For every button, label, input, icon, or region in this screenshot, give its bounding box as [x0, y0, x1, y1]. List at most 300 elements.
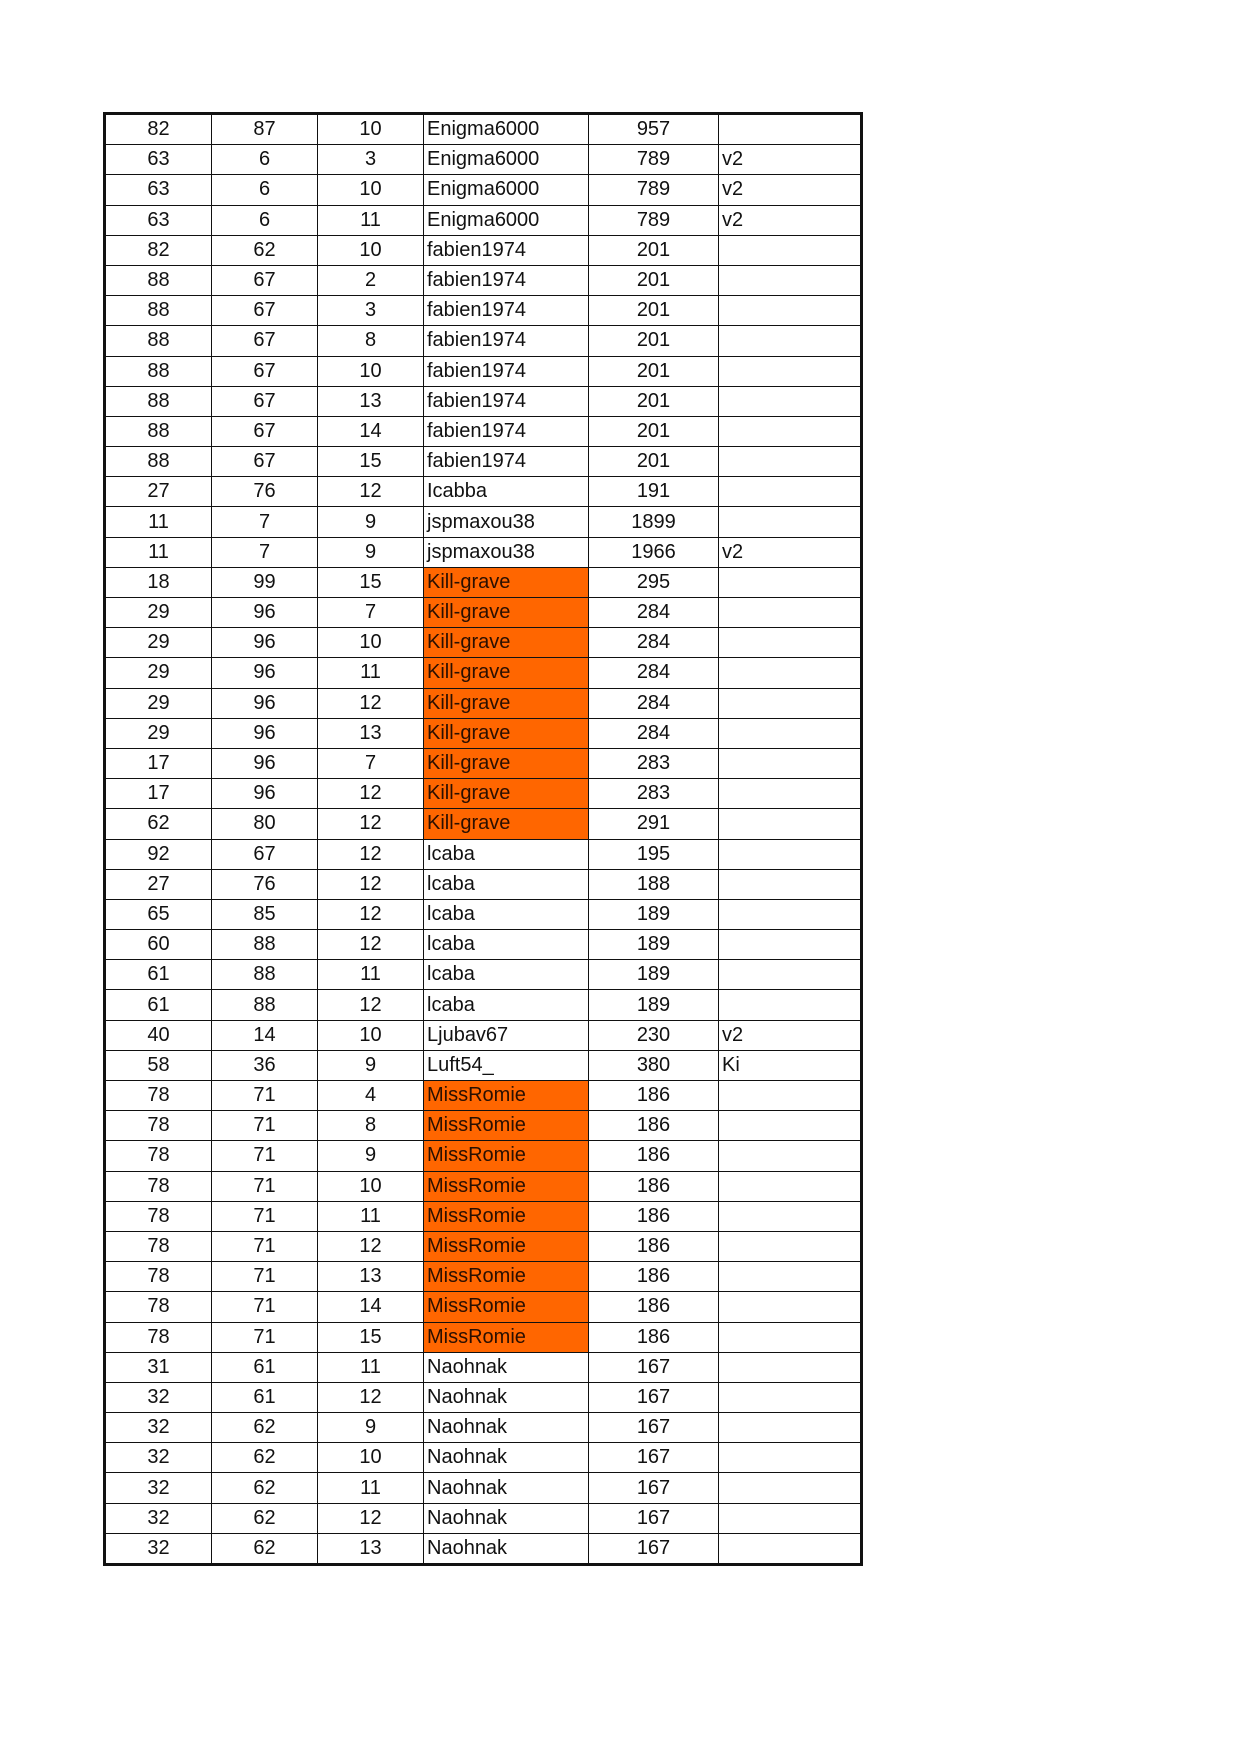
cell-player-name: MissRomie	[424, 1322, 589, 1352]
cell-col-b: 61	[212, 1382, 318, 1412]
cell-col-a: 78	[105, 1292, 212, 1322]
cell-score: 201	[589, 356, 719, 386]
cell-score: 191	[589, 477, 719, 507]
cell-col-a: 29	[105, 598, 212, 628]
table-row	[105, 145, 862, 175]
cell-player-name: Kill-grave	[424, 779, 589, 809]
cell-note: v2	[719, 1020, 862, 1050]
cell-col-a: 32	[105, 1473, 212, 1503]
cell-col-a: 88	[105, 265, 212, 295]
cell-col-b: 6	[212, 175, 318, 205]
cell-col-c: 10	[318, 175, 424, 205]
cell-score: 186	[589, 1171, 719, 1201]
cell-note	[719, 1473, 862, 1503]
table-row	[105, 899, 862, 929]
cell-col-c: 12	[318, 1503, 424, 1533]
cell-score: 201	[589, 296, 719, 326]
cell-col-c: 15	[318, 447, 424, 477]
cell-note	[719, 1413, 862, 1443]
cell-col-b: 88	[212, 990, 318, 1020]
cell-col-b: 71	[212, 1141, 318, 1171]
cell-col-c: 7	[318, 748, 424, 778]
cell-col-c: 3	[318, 296, 424, 326]
cell-col-b: 62	[212, 1503, 318, 1533]
cell-col-b: 96	[212, 598, 318, 628]
cell-note	[719, 688, 862, 718]
cell-player-name: fabien1974	[424, 447, 589, 477]
cell-col-c: 12	[318, 899, 424, 929]
table-row	[105, 265, 862, 295]
cell-col-c: 7	[318, 598, 424, 628]
cell-score: 167	[589, 1413, 719, 1443]
cell-note	[719, 1111, 862, 1141]
cell-player-name: Kill-grave	[424, 567, 589, 597]
cell-player-name: Ljubav67	[424, 1020, 589, 1050]
cell-col-b: 71	[212, 1292, 318, 1322]
table-row	[105, 1262, 862, 1292]
cell-col-b: 14	[212, 1020, 318, 1050]
table-row	[105, 1413, 862, 1443]
cell-col-c: 2	[318, 265, 424, 295]
cell-score: 201	[589, 265, 719, 295]
cell-col-a: 88	[105, 416, 212, 446]
cell-col-b: 96	[212, 658, 318, 688]
cell-col-b: 71	[212, 1322, 318, 1352]
cell-col-a: 78	[105, 1201, 212, 1231]
cell-player-name: jspmaxou38	[424, 507, 589, 537]
cell-col-a: 61	[105, 990, 212, 1020]
cell-note	[719, 1231, 862, 1261]
cell-note	[719, 1081, 862, 1111]
cell-col-a: 11	[105, 537, 212, 567]
cell-col-c: 15	[318, 1322, 424, 1352]
cell-note: v2	[719, 145, 862, 175]
table-row	[105, 1171, 862, 1201]
cell-player-name: Naohnak	[424, 1473, 589, 1503]
cell-score: 201	[589, 386, 719, 416]
table-row	[105, 175, 862, 205]
cell-col-c: 11	[318, 960, 424, 990]
cell-note	[719, 507, 862, 537]
cell-score: 284	[589, 688, 719, 718]
cell-col-b: 6	[212, 205, 318, 235]
cell-col-a: 58	[105, 1050, 212, 1080]
cell-col-a: 63	[105, 145, 212, 175]
cell-col-b: 36	[212, 1050, 318, 1080]
cell-note	[719, 296, 862, 326]
cell-col-b: 67	[212, 326, 318, 356]
cell-score: 189	[589, 930, 719, 960]
cell-note	[719, 1322, 862, 1352]
cell-score: 167	[589, 1443, 719, 1473]
cell-col-a: 78	[105, 1231, 212, 1261]
cell-player-name: Naohnak	[424, 1352, 589, 1382]
cell-score: 201	[589, 326, 719, 356]
cell-player-name: Naohnak	[424, 1382, 589, 1412]
cell-note	[719, 748, 862, 778]
cell-score: 186	[589, 1201, 719, 1231]
cell-col-a: 60	[105, 930, 212, 960]
cell-score: 167	[589, 1473, 719, 1503]
cell-col-c: 10	[318, 628, 424, 658]
cell-score: 186	[589, 1141, 719, 1171]
cell-col-c: 13	[318, 1262, 424, 1292]
cell-col-c: 9	[318, 1141, 424, 1171]
cell-note	[719, 960, 862, 990]
table-row	[105, 296, 862, 326]
cell-note	[719, 235, 862, 265]
table-row	[105, 356, 862, 386]
table-row	[105, 205, 862, 235]
cell-col-b: 6	[212, 145, 318, 175]
cell-col-a: 29	[105, 628, 212, 658]
cell-note	[719, 1141, 862, 1171]
cell-score: 186	[589, 1231, 719, 1261]
cell-score: 283	[589, 748, 719, 778]
cell-player-name: fabien1974	[424, 235, 589, 265]
cell-note	[719, 477, 862, 507]
table-row	[105, 809, 862, 839]
cell-score: 195	[589, 839, 719, 869]
cell-player-name: fabien1974	[424, 386, 589, 416]
cell-col-c: 14	[318, 416, 424, 446]
cell-note	[719, 1292, 862, 1322]
cell-note	[719, 1201, 862, 1231]
cell-player-name: lcaba	[424, 930, 589, 960]
cell-score: 284	[589, 598, 719, 628]
cell-player-name: Kill-grave	[424, 748, 589, 778]
table-row	[105, 869, 862, 899]
cell-col-a: 17	[105, 748, 212, 778]
cell-col-c: 10	[318, 1020, 424, 1050]
cell-player-name: Enigma6000	[424, 175, 589, 205]
cell-col-a: 32	[105, 1382, 212, 1412]
cell-score: 789	[589, 145, 719, 175]
cell-col-a: 65	[105, 899, 212, 929]
cell-col-b: 62	[212, 1443, 318, 1473]
cell-col-a: 78	[105, 1111, 212, 1141]
cell-col-c: 12	[318, 930, 424, 960]
cell-col-b: 96	[212, 779, 318, 809]
table-row	[105, 326, 862, 356]
cell-note	[719, 1443, 862, 1473]
cell-player-name: Kill-grave	[424, 718, 589, 748]
cell-col-c: 13	[318, 1533, 424, 1564]
cell-note	[719, 1382, 862, 1412]
cell-col-b: 71	[212, 1081, 318, 1111]
table-row	[105, 1201, 862, 1231]
cell-col-b: 80	[212, 809, 318, 839]
cell-player-name: Kill-grave	[424, 628, 589, 658]
cell-col-a: 78	[105, 1171, 212, 1201]
cell-note	[719, 265, 862, 295]
cell-col-a: 29	[105, 688, 212, 718]
table-row	[105, 567, 862, 597]
table-row	[105, 1111, 862, 1141]
cell-player-name: fabien1974	[424, 265, 589, 295]
cell-col-b: 61	[212, 1352, 318, 1382]
cell-col-c: 12	[318, 990, 424, 1020]
cell-col-a: 88	[105, 386, 212, 416]
table-row	[105, 748, 862, 778]
cell-col-c: 11	[318, 658, 424, 688]
cell-col-b: 67	[212, 386, 318, 416]
cell-col-a: 92	[105, 839, 212, 869]
table-row	[105, 416, 862, 446]
cell-player-name: MissRomie	[424, 1171, 589, 1201]
table-row	[105, 658, 862, 688]
cell-col-a: 32	[105, 1443, 212, 1473]
cell-col-a: 11	[105, 507, 212, 537]
cell-player-name: MissRomie	[424, 1231, 589, 1261]
table-row	[105, 1141, 862, 1171]
cell-score: 957	[589, 114, 719, 145]
cell-note	[719, 598, 862, 628]
cell-player-name: Naohnak	[424, 1413, 589, 1443]
cell-score: 295	[589, 567, 719, 597]
cell-col-c: 12	[318, 1231, 424, 1261]
cell-note	[719, 114, 862, 145]
cell-note	[719, 356, 862, 386]
table-row	[105, 1473, 862, 1503]
cell-note: v2	[719, 537, 862, 567]
cell-col-c: 13	[318, 386, 424, 416]
cell-col-c: 12	[318, 869, 424, 899]
table-body	[105, 114, 862, 1565]
cell-col-a: 32	[105, 1413, 212, 1443]
cell-score: 789	[589, 205, 719, 235]
cell-col-b: 85	[212, 899, 318, 929]
cell-player-name: Kill-grave	[424, 658, 589, 688]
cell-col-c: 10	[318, 356, 424, 386]
cell-player-name: Naohnak	[424, 1503, 589, 1533]
cell-col-b: 67	[212, 296, 318, 326]
cell-col-a: 17	[105, 779, 212, 809]
cell-col-c: 12	[318, 779, 424, 809]
cell-col-c: 12	[318, 688, 424, 718]
cell-player-name: Naohnak	[424, 1443, 589, 1473]
cell-score: 284	[589, 628, 719, 658]
cell-player-name: MissRomie	[424, 1081, 589, 1111]
cell-note	[719, 447, 862, 477]
cell-score: 380	[589, 1050, 719, 1080]
cell-col-c: 8	[318, 326, 424, 356]
cell-score: 167	[589, 1533, 719, 1564]
cell-score: 283	[589, 779, 719, 809]
cell-col-b: 96	[212, 628, 318, 658]
table-row	[105, 1382, 862, 1412]
cell-player-name: lcaba	[424, 960, 589, 990]
cell-col-b: 62	[212, 235, 318, 265]
cell-player-name: MissRomie	[424, 1262, 589, 1292]
cell-score: 186	[589, 1081, 719, 1111]
cell-col-c: 10	[318, 1443, 424, 1473]
cell-note	[719, 1503, 862, 1533]
cell-col-c: 10	[318, 235, 424, 265]
cell-col-a: 40	[105, 1020, 212, 1050]
cell-score: 201	[589, 235, 719, 265]
cell-col-c: 11	[318, 205, 424, 235]
cell-note	[719, 839, 862, 869]
cell-col-b: 88	[212, 930, 318, 960]
cell-score: 230	[589, 1020, 719, 1050]
cell-col-a: 88	[105, 326, 212, 356]
cell-player-name: lcaba	[424, 990, 589, 1020]
cell-col-b: 67	[212, 447, 318, 477]
cell-note	[719, 899, 862, 929]
cell-score: 201	[589, 416, 719, 446]
table-row	[105, 960, 862, 990]
cell-col-c: 9	[318, 537, 424, 567]
cell-score: 186	[589, 1111, 719, 1141]
cell-col-c: 13	[318, 718, 424, 748]
cell-note: Ki	[719, 1050, 862, 1080]
cell-col-a: 18	[105, 567, 212, 597]
cell-player-name: MissRomie	[424, 1201, 589, 1231]
cell-col-b: 96	[212, 748, 318, 778]
cell-col-a: 63	[105, 205, 212, 235]
cell-player-name: Enigma6000	[424, 114, 589, 145]
cell-player-name: MissRomie	[424, 1111, 589, 1141]
cell-col-b: 76	[212, 477, 318, 507]
cell-player-name: Kill-grave	[424, 809, 589, 839]
cell-note	[719, 567, 862, 597]
table-row	[105, 1292, 862, 1322]
cell-score: 188	[589, 869, 719, 899]
cell-note	[719, 416, 862, 446]
table-row	[105, 1231, 862, 1261]
cell-score: 186	[589, 1262, 719, 1292]
table-row	[105, 1503, 862, 1533]
table-row	[105, 1081, 862, 1111]
table-row	[105, 1322, 862, 1352]
cell-note	[719, 628, 862, 658]
cell-col-b: 71	[212, 1111, 318, 1141]
cell-note	[719, 930, 862, 960]
cell-col-c: 10	[318, 1171, 424, 1201]
cell-player-name: Naohnak	[424, 1533, 589, 1564]
cell-player-name: lcaba	[424, 869, 589, 899]
cell-col-a: 88	[105, 447, 212, 477]
cell-score: 789	[589, 175, 719, 205]
cell-col-c: 4	[318, 1081, 424, 1111]
cell-player-name: fabien1974	[424, 296, 589, 326]
cell-note	[719, 990, 862, 1020]
cell-player-name: fabien1974	[424, 356, 589, 386]
cell-col-c: 9	[318, 507, 424, 537]
cell-note	[719, 1262, 862, 1292]
cell-player-name: Enigma6000	[424, 145, 589, 175]
table-row	[105, 386, 862, 416]
cell-note	[719, 658, 862, 688]
cell-col-c: 15	[318, 567, 424, 597]
cell-player-name: Enigma6000	[424, 205, 589, 235]
table-row	[105, 839, 862, 869]
cell-col-a: 31	[105, 1352, 212, 1382]
cell-col-a: 78	[105, 1322, 212, 1352]
table-row	[105, 507, 862, 537]
cell-col-a: 78	[105, 1141, 212, 1171]
cell-col-a: 29	[105, 718, 212, 748]
cell-col-c: 3	[318, 145, 424, 175]
cell-col-a: 78	[105, 1262, 212, 1292]
cell-col-c: 8	[318, 1111, 424, 1141]
table-row	[105, 114, 862, 145]
cell-note	[719, 869, 862, 899]
table-row	[105, 628, 862, 658]
cell-col-c: 11	[318, 1201, 424, 1231]
cell-score: 189	[589, 990, 719, 1020]
cell-col-a: 62	[105, 809, 212, 839]
cell-player-name: fabien1974	[424, 326, 589, 356]
cell-score: 167	[589, 1352, 719, 1382]
cell-score: 201	[589, 447, 719, 477]
cell-score: 291	[589, 809, 719, 839]
cell-col-b: 76	[212, 869, 318, 899]
cell-note	[719, 1171, 862, 1201]
cell-col-a: 88	[105, 356, 212, 386]
cell-col-c: 14	[318, 1292, 424, 1322]
cell-col-a: 32	[105, 1533, 212, 1564]
cell-note	[719, 809, 862, 839]
cell-col-b: 71	[212, 1262, 318, 1292]
cell-col-a: 82	[105, 114, 212, 145]
cell-score: 1966	[589, 537, 719, 567]
cell-score: 189	[589, 899, 719, 929]
cell-col-b: 67	[212, 839, 318, 869]
cell-player-name: MissRomie	[424, 1141, 589, 1171]
cell-col-a: 29	[105, 658, 212, 688]
cell-col-c: 12	[318, 839, 424, 869]
table-row	[105, 477, 862, 507]
cell-note	[719, 718, 862, 748]
cell-player-name: fabien1974	[424, 416, 589, 446]
cell-note	[719, 386, 862, 416]
table-row	[105, 990, 862, 1020]
cell-col-b: 96	[212, 718, 318, 748]
cell-col-b: 62	[212, 1413, 318, 1443]
table-row	[105, 779, 862, 809]
table-row	[105, 598, 862, 628]
cell-col-b: 67	[212, 356, 318, 386]
cell-col-b: 67	[212, 265, 318, 295]
cell-col-c: 11	[318, 1352, 424, 1382]
cell-col-b: 88	[212, 960, 318, 990]
cell-player-name: MissRomie	[424, 1292, 589, 1322]
cell-col-b: 99	[212, 567, 318, 597]
cell-col-a: 27	[105, 477, 212, 507]
cell-player-name: lcaba	[424, 839, 589, 869]
cell-player-name: Kill-grave	[424, 598, 589, 628]
cell-player-name: jspmaxou38	[424, 537, 589, 567]
table-row	[105, 688, 862, 718]
cell-score: 1899	[589, 507, 719, 537]
cell-col-c: 12	[318, 809, 424, 839]
cell-note	[719, 326, 862, 356]
table-row	[105, 1020, 862, 1050]
cell-col-b: 87	[212, 114, 318, 145]
cell-score: 167	[589, 1503, 719, 1533]
table-row	[105, 235, 862, 265]
cell-col-b: 7	[212, 507, 318, 537]
cell-col-b: 7	[212, 537, 318, 567]
cell-col-a: 27	[105, 869, 212, 899]
cell-col-b: 71	[212, 1171, 318, 1201]
cell-score: 284	[589, 718, 719, 748]
cell-col-a: 78	[105, 1081, 212, 1111]
cell-player-name: Luft54_	[424, 1050, 589, 1080]
cell-col-b: 71	[212, 1201, 318, 1231]
